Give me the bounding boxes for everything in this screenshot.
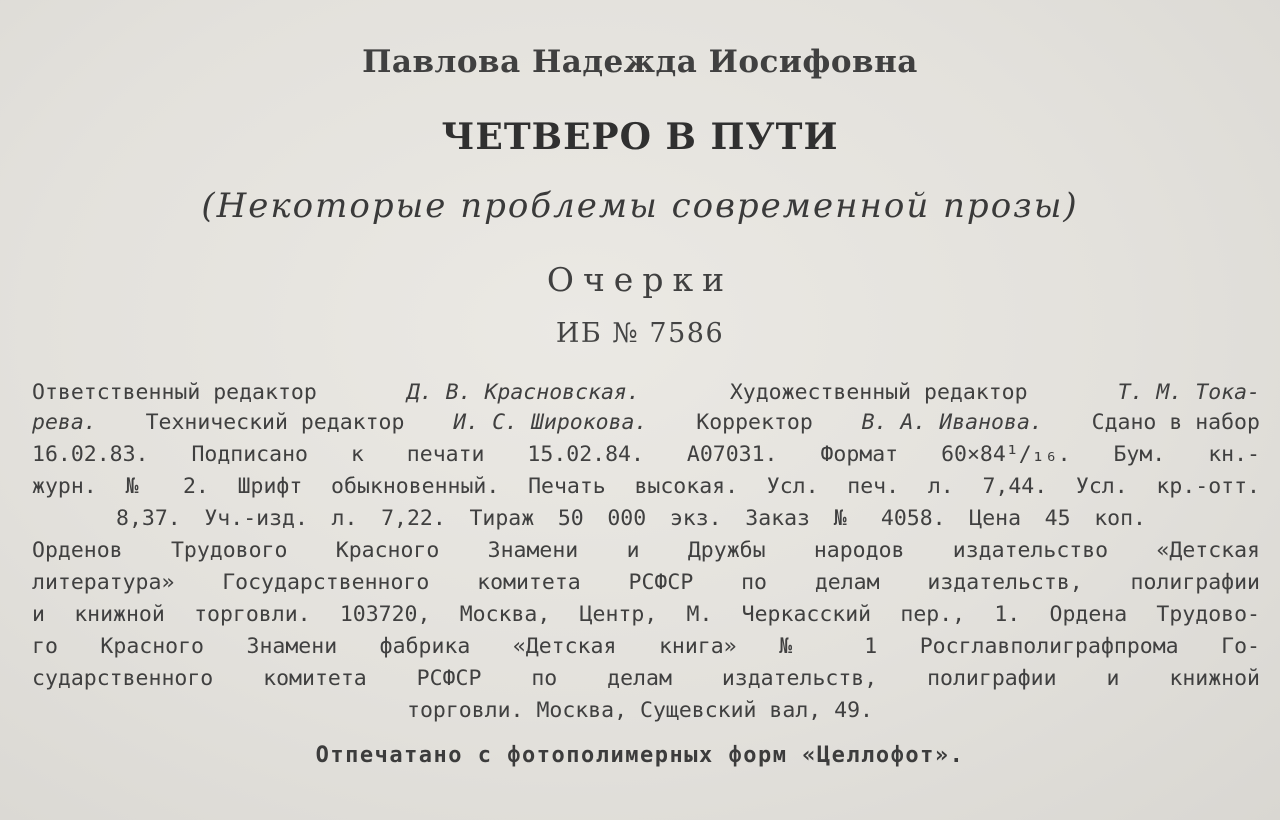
author-name: Павлова Надежда Иосифовна <box>362 44 918 80</box>
corrector-label: Корректор <box>696 410 813 435</box>
imprint-line-7: литература» Государственного комитета РСФСР по делам издательств, полиграфии <box>32 570 1260 595</box>
imprint-line-11: торговли. Москва, Сущевский вал, 49. <box>407 698 873 723</box>
imprint-line-9: го Красного Знамени фабрика «Детская книга» № 1 Росглавполиграфпрома Го- <box>32 634 1260 659</box>
responsible-editor-label: Ответственный редактор <box>32 380 317 405</box>
tech-editor-label: Технический редактор <box>145 410 405 435</box>
imprint-line-6: Орденов Трудового Красного Знамени и Дружбы народов издательство «Детская <box>32 538 1260 563</box>
book-title: ЧЕТВЕРО В ПУТИ <box>441 116 839 158</box>
art-editor-label: Художественный редактор <box>729 380 1028 405</box>
art-editor-name-part1: Т. М. Тока- <box>1117 380 1260 405</box>
imprint-line-1 <box>32 380 1260 405</box>
corrector-name: В. А. Иванова. <box>861 410 1043 435</box>
typeset-date-label: Сдано в набор <box>1091 410 1260 435</box>
imprint-line-3: 16.02.83. Подписано к печати 15.02.84. А07031. Формат 60×84¹/₁₆. Бум. кн.- <box>32 442 1260 467</box>
responsible-editor-name: Д. В. Красновская. <box>406 380 640 405</box>
imprint-line-5: 8,37. Уч.-изд. л. 7,22. Тираж 50 000 экз. Заказ № 4058. Цена 45 коп. <box>116 506 1146 531</box>
genre-label: Очерки <box>546 260 734 299</box>
tech-editor-name: И. С. Широкова. <box>453 410 648 435</box>
imprint-line-10: сударственного комитета РСФСР по делам издательств, полиграфии и книжной <box>32 666 1260 691</box>
art-editor-name-part2: рева. <box>32 410 97 435</box>
ib-number: ИБ № 7586 <box>555 318 725 349</box>
imprint-line-2 <box>32 410 1260 435</box>
book-subtitle: (Некоторые проблемы современной прозы) <box>201 186 1079 226</box>
imprint-line-8: и книжной торговли. 103720, Москва, Центр, М. Черкасский пер., 1. Ордена Трудово- <box>32 602 1260 627</box>
colophon-note: Отпечатано с фотополимерных форм «Целлофот». <box>315 743 965 768</box>
imprint-line-4: журн. № 2. Шрифт обыкновенный. Печать высокая. Усл. печ. л. 7,44. Усл. кр.-отт. <box>32 474 1260 499</box>
